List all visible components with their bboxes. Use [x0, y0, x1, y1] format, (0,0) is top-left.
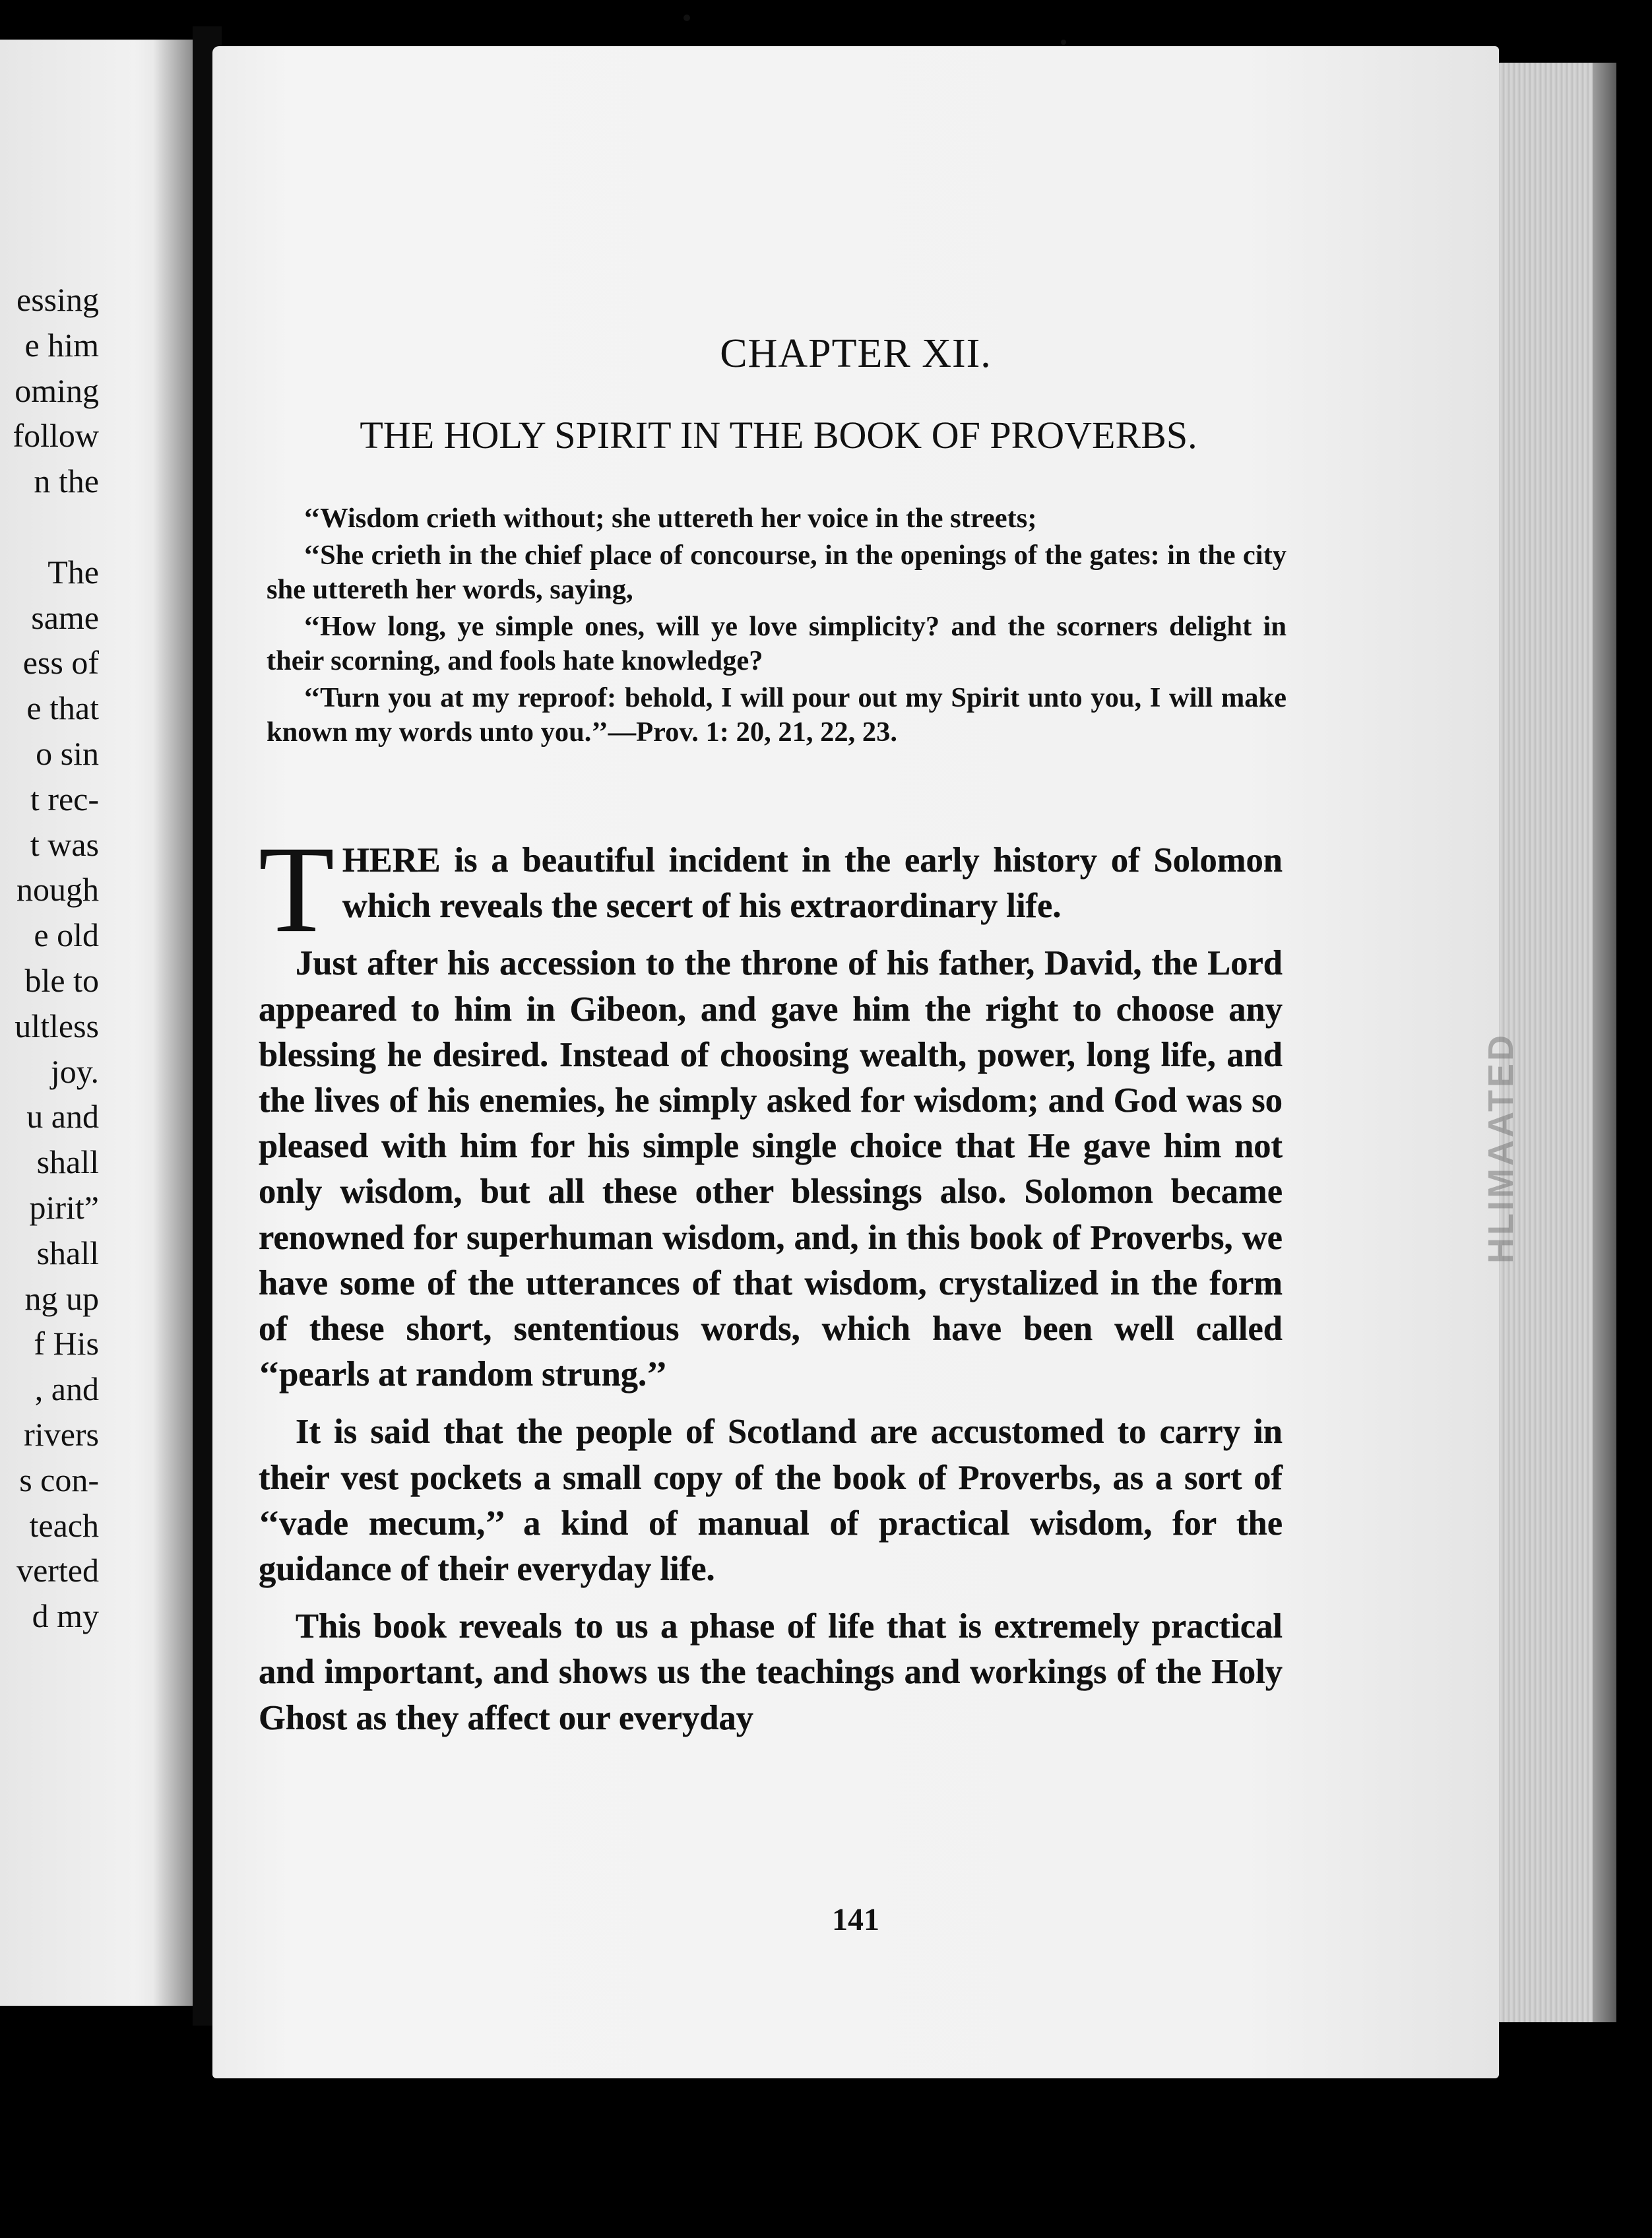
left-page-line-text: The [48, 553, 99, 591]
paragraph-text: HERE is a beautiful incident in the early history of Solomon which reveals the secert of his extraordinary life. [342, 841, 1283, 926]
left-page-line-text: shall [36, 1234, 99, 1271]
left-page-gutter-shadow [153, 40, 193, 2006]
left-page-line-text: verted [16, 1552, 99, 1589]
left-page-line-text: oming [15, 371, 99, 409]
drop-cap: T [259, 820, 334, 958]
left-page-line-text: s con- [19, 1461, 99, 1498]
left-page-line-text: t was [30, 825, 99, 863]
left-page-line-text: ess of [22, 644, 99, 682]
chapter-title: THE HOLY SPIRIT IN THE BOOK OF PROVERBS. [360, 414, 1197, 457]
left-page-line-text: ng up [24, 1279, 99, 1317]
left-page-line-text: joy. [50, 1052, 99, 1090]
page-edge-stamp: HLIMAATED [1481, 1033, 1521, 1263]
left-page-line-text: ble to [24, 961, 99, 999]
left-page-line-text: nough [16, 871, 99, 909]
left-page-line-text: follow [13, 417, 99, 455]
left-page-line-text: ultless [15, 1007, 99, 1044]
left-page-line-text: o sin [36, 734, 99, 772]
chapter-number: CHAPTER XII. [720, 331, 992, 376]
scan-speck [683, 15, 690, 21]
epigraph-quotation [267, 501, 1287, 752]
epigraph-line: ‘‘She crieth in the chief place of concourse, in the openings of the gates: in the city she uttereth her words, saying, [267, 540, 1287, 605]
paragraph [259, 820, 1283, 958]
paragraph: Just after his accession to the throne of his father, David, the Lord appeared to him in Gibeon, and gave him the right to choose any blessing he desired. Instead of choosing wealth, power, long life, and the lives of his enemies, he simply asked for wisdom; and God was so pleased with him for his simple single choice that He gave him not only wisdom, but all these other blessings also. Solomon became renowned for superhuman wisdom, and, in this book of Proverbs, we have some of the utterances of that wisdom, crystalized in the form of these short, sententious words, which have been well called ‘‘pearls at random strung.’’ [259, 944, 1283, 1394]
left-page-line-text: u and [26, 1098, 99, 1135]
epigraph-line: ‘‘How long, ye simple ones, will ye love simplicity? and the scorners delight in their scorning, and fools hate knowledge? [267, 611, 1287, 676]
left-page-line-text: teach [29, 1506, 99, 1544]
page-number: 141 [832, 1902, 879, 1937]
left-page-line-text: d my [32, 1597, 99, 1635]
left-page-line-text: e old [34, 916, 99, 954]
left-page-line-text: essing [16, 281, 99, 318]
body-text [259, 820, 1283, 1753]
epigraph-line: ‘‘Turn you at my reproof: behold, I will pour out my Spirit unto you, I will make known my words unto you.’’—Prov. 1: 20, 21, 22, 23. [267, 682, 1287, 748]
paragraph: This book reveals to us a phase of life that is extremely practical and important, and shows us the teachings and workings of the Holy Ghost as they affect our everyday [259, 1607, 1283, 1737]
left-facing-page [0, 40, 193, 2006]
left-page-line-text: same [31, 598, 99, 636]
left-page-line-text: rivers [24, 1415, 99, 1453]
left-page-line-text: f His [34, 1325, 99, 1362]
left-page-line-text: e him [24, 326, 99, 364]
left-page-line-text: n the [34, 463, 99, 500]
left-page-line-text: e that [26, 689, 99, 727]
left-page-line-text: pirit” [29, 1188, 99, 1226]
left-page-line-text: shall [36, 1143, 99, 1181]
epigraph-line: ‘‘Wisdom crieth without; she uttereth her voice in the streets; [303, 503, 1037, 534]
left-page-line-text: t rec- [30, 780, 99, 817]
scan-speck [1061, 40, 1066, 45]
left-page-line-text: , and [34, 1370, 99, 1408]
paragraph: It is said that the people of Scotland are accustomed to carry in their vest pockets a small copy of the book of Proverbs, as a sort of ‘‘vade mecum,’’ a kind of manual of practical wisdom, for the guidance of their everyday life. [259, 1413, 1283, 1589]
